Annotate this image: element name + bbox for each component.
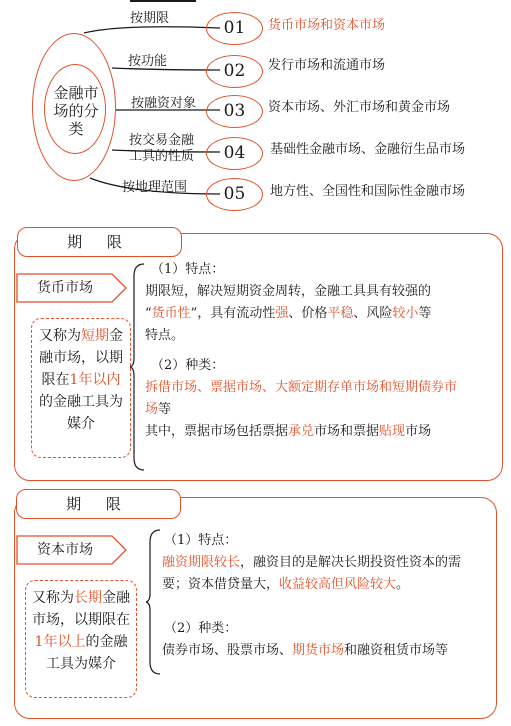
result-04: 基础性金融市场、金融衍生品市场 [270, 142, 466, 157]
money-market-title: 期 限 [17, 227, 182, 257]
kinds-heading: （2）种类： [151, 358, 225, 373]
capital-market-tag: 资本市场 [37, 542, 93, 558]
number-oval-03: 03 [206, 95, 263, 128]
number-oval-05: 05 [206, 178, 263, 211]
features-line-3: 特点。 [145, 328, 185, 343]
number-oval-04: 04 [206, 137, 263, 170]
kinds-note: 其中，票据市场包括票据承兑市场和票据贴现市场 [145, 424, 432, 439]
money-market-content [145, 259, 500, 443]
criterion-object: 按融资对象 [131, 96, 197, 111]
features-heading: （1）特点： [164, 533, 238, 548]
features-heading: （1）特点： [151, 262, 225, 277]
criterion-term: 按期限 [130, 11, 170, 26]
criterion-geography: 按地理范围 [122, 180, 188, 195]
features-line-2: “货币性”，具有流动性强、价格平稳、风险较小等 [145, 306, 432, 321]
money-market-side-note: 又称为短期金 融市场，以期 限在1年以内 的金融工具为 媒介 [31, 318, 131, 458]
result-02: 发行市场和流通市场 [268, 58, 386, 73]
number-oval-01: 01 [206, 12, 263, 45]
criterion-function: 按功能 [128, 54, 168, 69]
result-03: 资本市场、外汇市场和黄金市场 [268, 100, 451, 115]
capital-market-title: 期 限 [16, 489, 181, 519]
kinds-line-2: 场等 [145, 402, 172, 417]
features-line-1: 期限短，解决短期资金周转，金融工具具有较强的 [145, 284, 432, 299]
capital-market-side-note: 又称为长期金融 市场，以期限在 1年以上的金融 工具为媒介 [25, 580, 137, 698]
capital-market-brace [146, 528, 162, 676]
kinds-heading: （2）种类： [164, 621, 238, 636]
money-market-brace [130, 262, 146, 472]
kinds-line-1: 拆借市场、票据市场、大额定期存单市场和短期债券市 [145, 380, 458, 395]
result-01: 货币市场和资本市场 [268, 18, 386, 33]
features-line-2: 要；资本借贷量大，收益较高但风险较大。 [162, 577, 410, 592]
capital-market-content [162, 530, 492, 662]
number-oval-02: 02 [206, 55, 263, 88]
kinds-line: 债券市场、股票市场、期货市场和融资租赁市场等 [162, 643, 449, 658]
features-line-1: 融资期限较长，融资目的是解决长期投资性资本的需 [162, 555, 462, 570]
money-market-tag: 货币市场 [37, 280, 93, 296]
center-label: 金融市 场的分 类 [53, 84, 99, 138]
result-05: 地方性、全国性和国际性金融市场 [270, 184, 466, 199]
criterion-instrument: 按交易金融 工具的性质 [129, 133, 195, 164]
